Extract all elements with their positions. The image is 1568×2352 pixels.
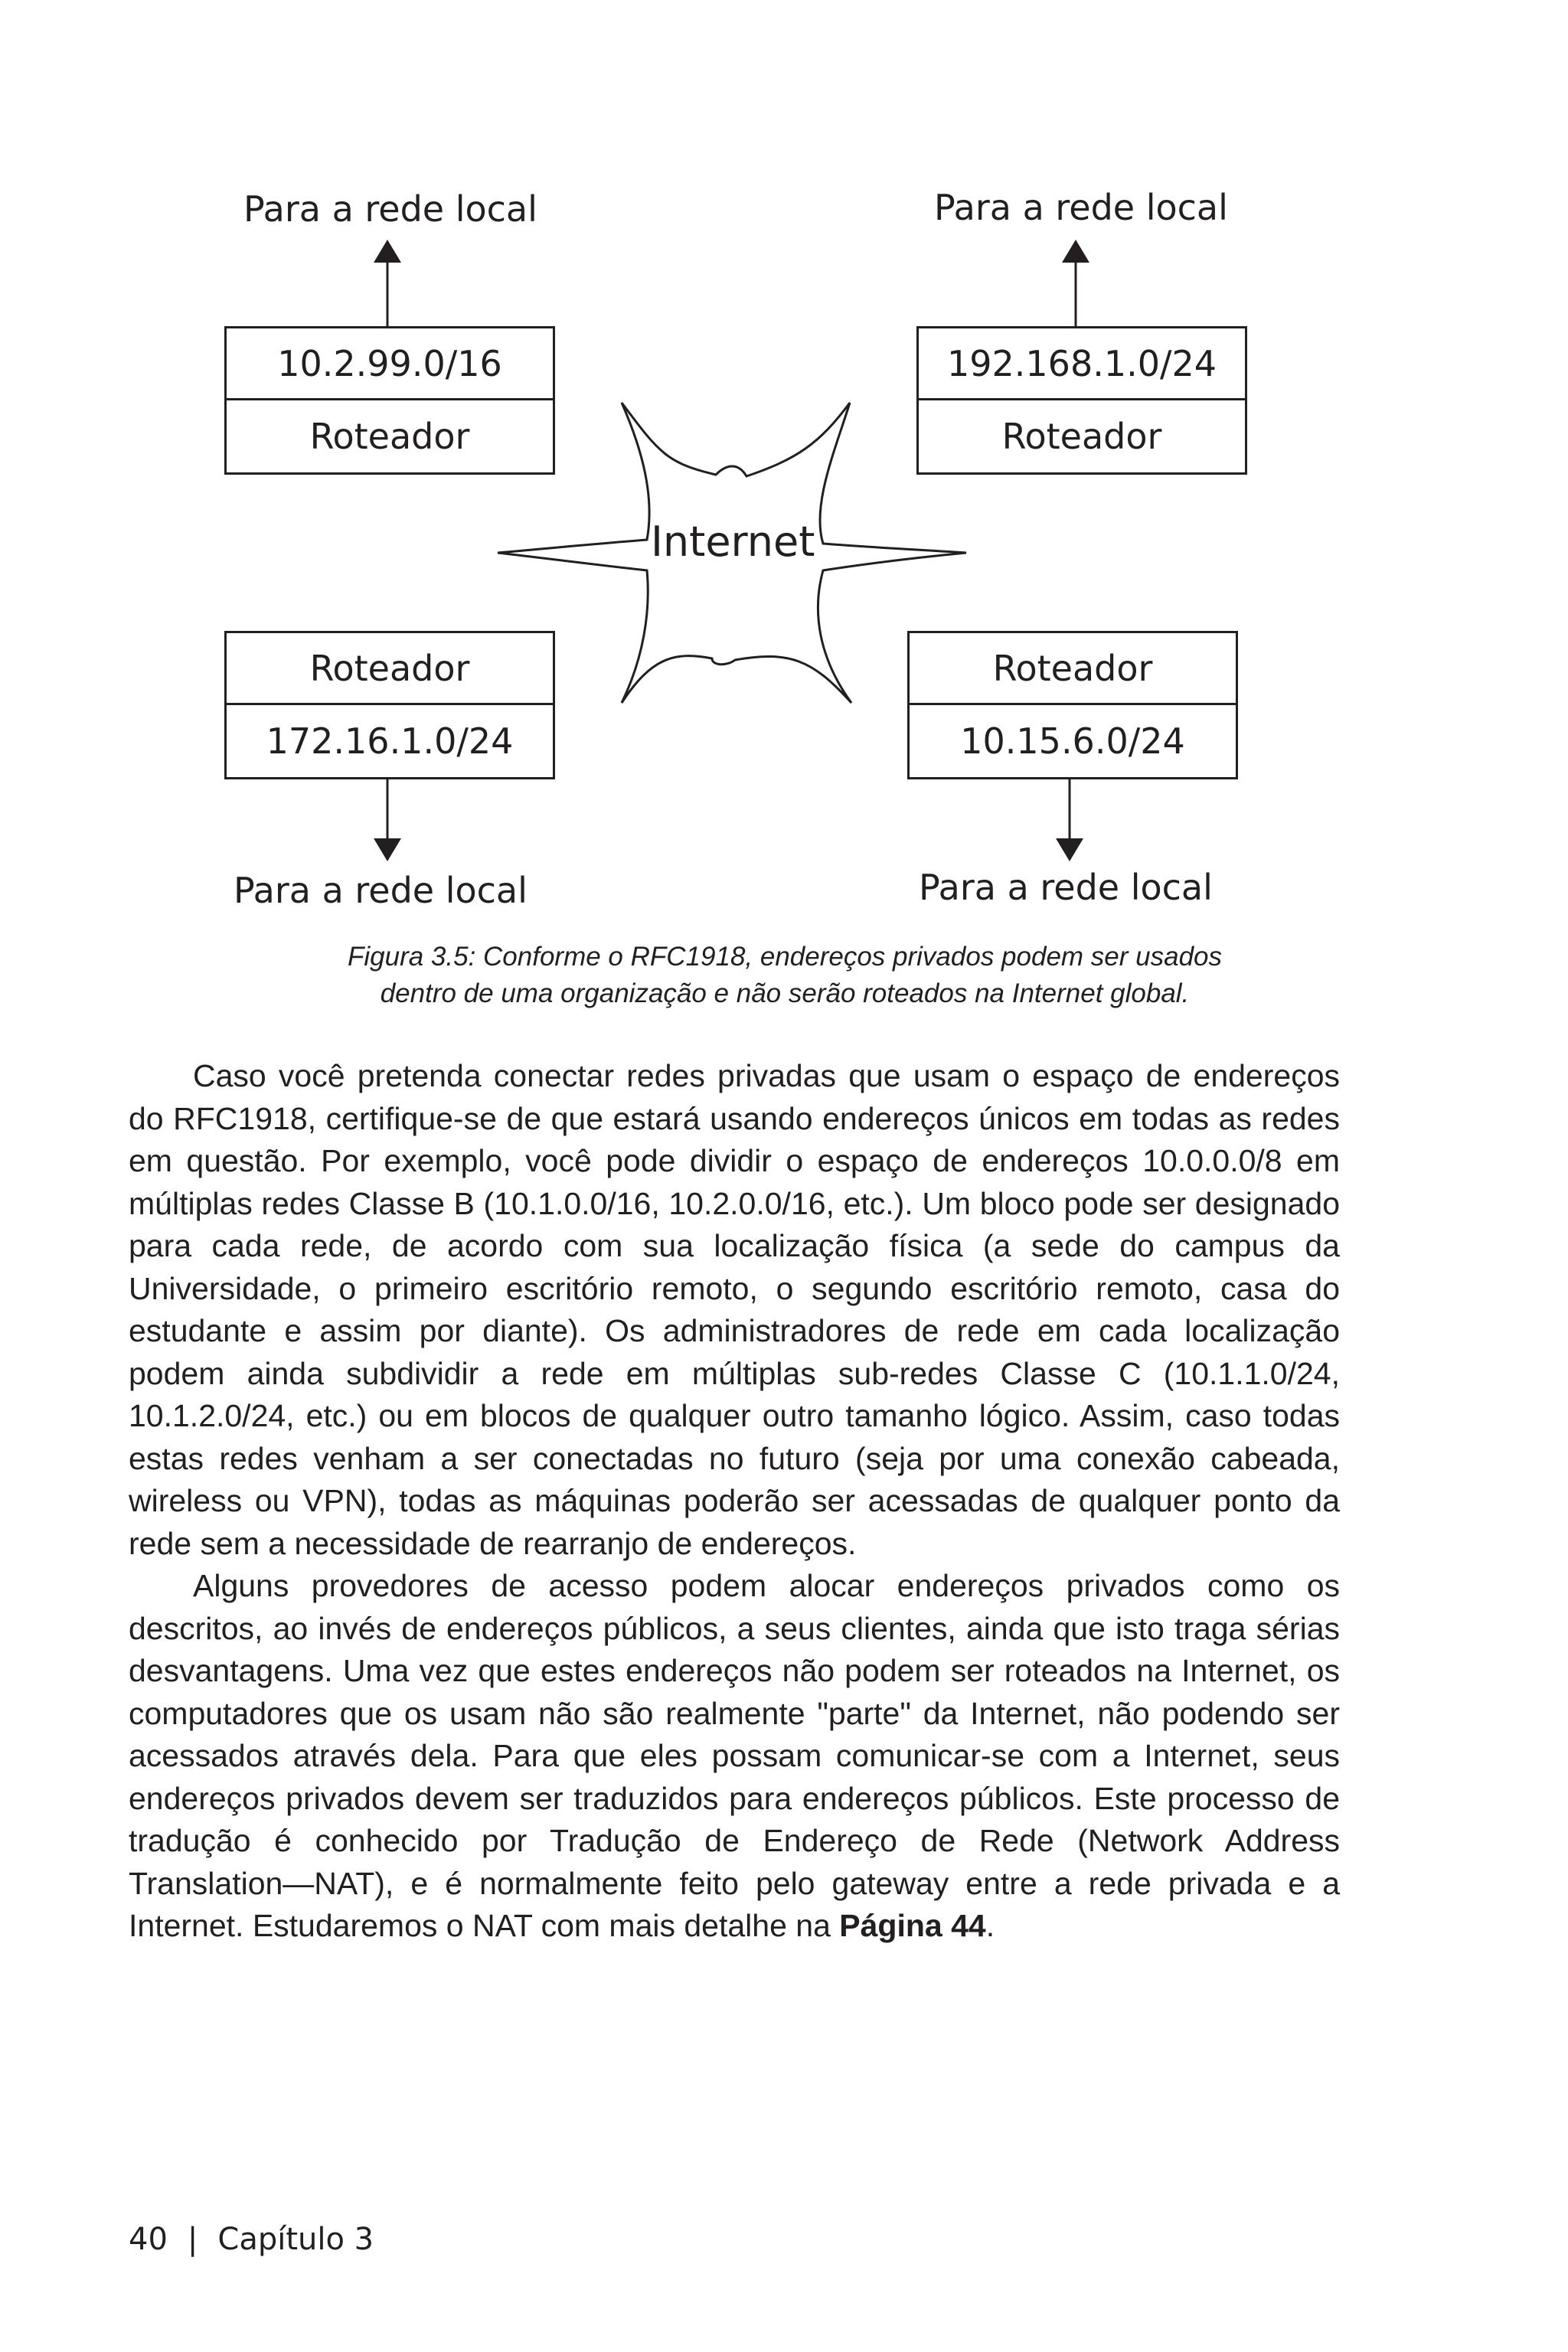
network-diagram <box>0 0 1568 934</box>
router-box-top-left <box>224 326 555 475</box>
router-label: Roteador <box>910 633 1236 705</box>
router-box-bottom-right <box>907 631 1238 779</box>
caption-line-2: dentro de uma organização e não serão roteados na Internet global. <box>380 978 1190 1008</box>
local-net-label-bottom-right: Para a rede local <box>919 867 1213 908</box>
local-net-label-top-left: Para a rede local <box>243 188 537 230</box>
page-number: 40 <box>129 2222 168 2257</box>
router-box-bottom-left <box>224 631 555 779</box>
paragraph-1: Caso você pretenda conectar redes privadas que usam o espaço de endereços do RFC1918, certifique-se de que estará usando endereços únicos em todas as redes em questão. Por exemplo, você pode dividir o espaço de endereços 10.0.0.0/8 em múltiplas redes Classe B (10.1.0.0/16, 10.2.0.0/16, etc.). Um bloco pode ser designado para cada rede, de acordo com sua localização física (a sede do campus da Universidade, o primeiro escritório remoto, o segundo escritório remoto, casa do estudante e assim por diante). Os administradores de rede em cada localização podem ainda subdividir a rede em múltiplas sub-redes Classe C (10.1.1.0/24, 10.1.2.0/24, etc.) ou em blocos de qualquer outro tamanho lógico. Assim, caso todas estas redes venham a ser conectadas no futuro (seja por uma conexão cabeada, wireless ou VPN), todas as máquinas poderão ser acessadas de qualquer ponto da rede sem a necessidade de rearranjo de endereços. <box>129 1058 1340 1561</box>
paragraph-2 <box>129 1565 1340 1948</box>
internet-label: Internet <box>651 518 815 566</box>
page-footer <box>129 2222 374 2257</box>
figure-caption <box>230 939 1340 1012</box>
page-reference: Página 44 <box>839 1908 986 1943</box>
router-label: Roteador <box>227 633 553 705</box>
local-net-label-bottom-left: Para a rede local <box>234 870 528 911</box>
network-address: 172.16.1.0/24 <box>266 720 514 762</box>
network-address: 10.2.99.0/16 <box>227 328 553 400</box>
network-address: 10.15.6.0/24 <box>960 720 1185 762</box>
router-box-top-right <box>916 326 1247 475</box>
local-net-label-top-right: Para a rede local <box>934 187 1228 228</box>
router-label: Roteador <box>309 416 470 457</box>
caption-line-1: Figura 3.5: Conforme o RFC1918, endereços privados podem ser usados <box>348 942 1222 972</box>
footer-separator: | <box>187 2222 198 2257</box>
paragraph-2-end: . <box>985 1908 995 1943</box>
network-address: 192.168.1.0/24 <box>919 328 1245 400</box>
body-text <box>129 1055 1340 1948</box>
chapter-label: Capítulo 3 <box>217 2222 374 2257</box>
router-label: Roteador <box>1001 416 1162 457</box>
paragraph-2-text: Alguns provedores de acesso podem alocar endereços privados como os descritos, ao invés de endereços públicos, a seus clientes, ainda que isto traga sérias desvantagens. Uma vez que estes endereços não podem ser roteados na Internet, os computadores que os usam não são realmente "parte" da Internet, não podendo ser acessados através dela. Para que eles possam comunicar-se com a Internet, seus endereços privados devem ser traduzidos para endereços públicos. Este processo de tradução é conhecido por Tradução de Endereço de Rede (Network Address Translation—NAT), e é normalmente feito pelo gateway entre a rede privada e a Internet. Estudaremos o NAT com mais detalhe na <box>129 1568 1340 1943</box>
